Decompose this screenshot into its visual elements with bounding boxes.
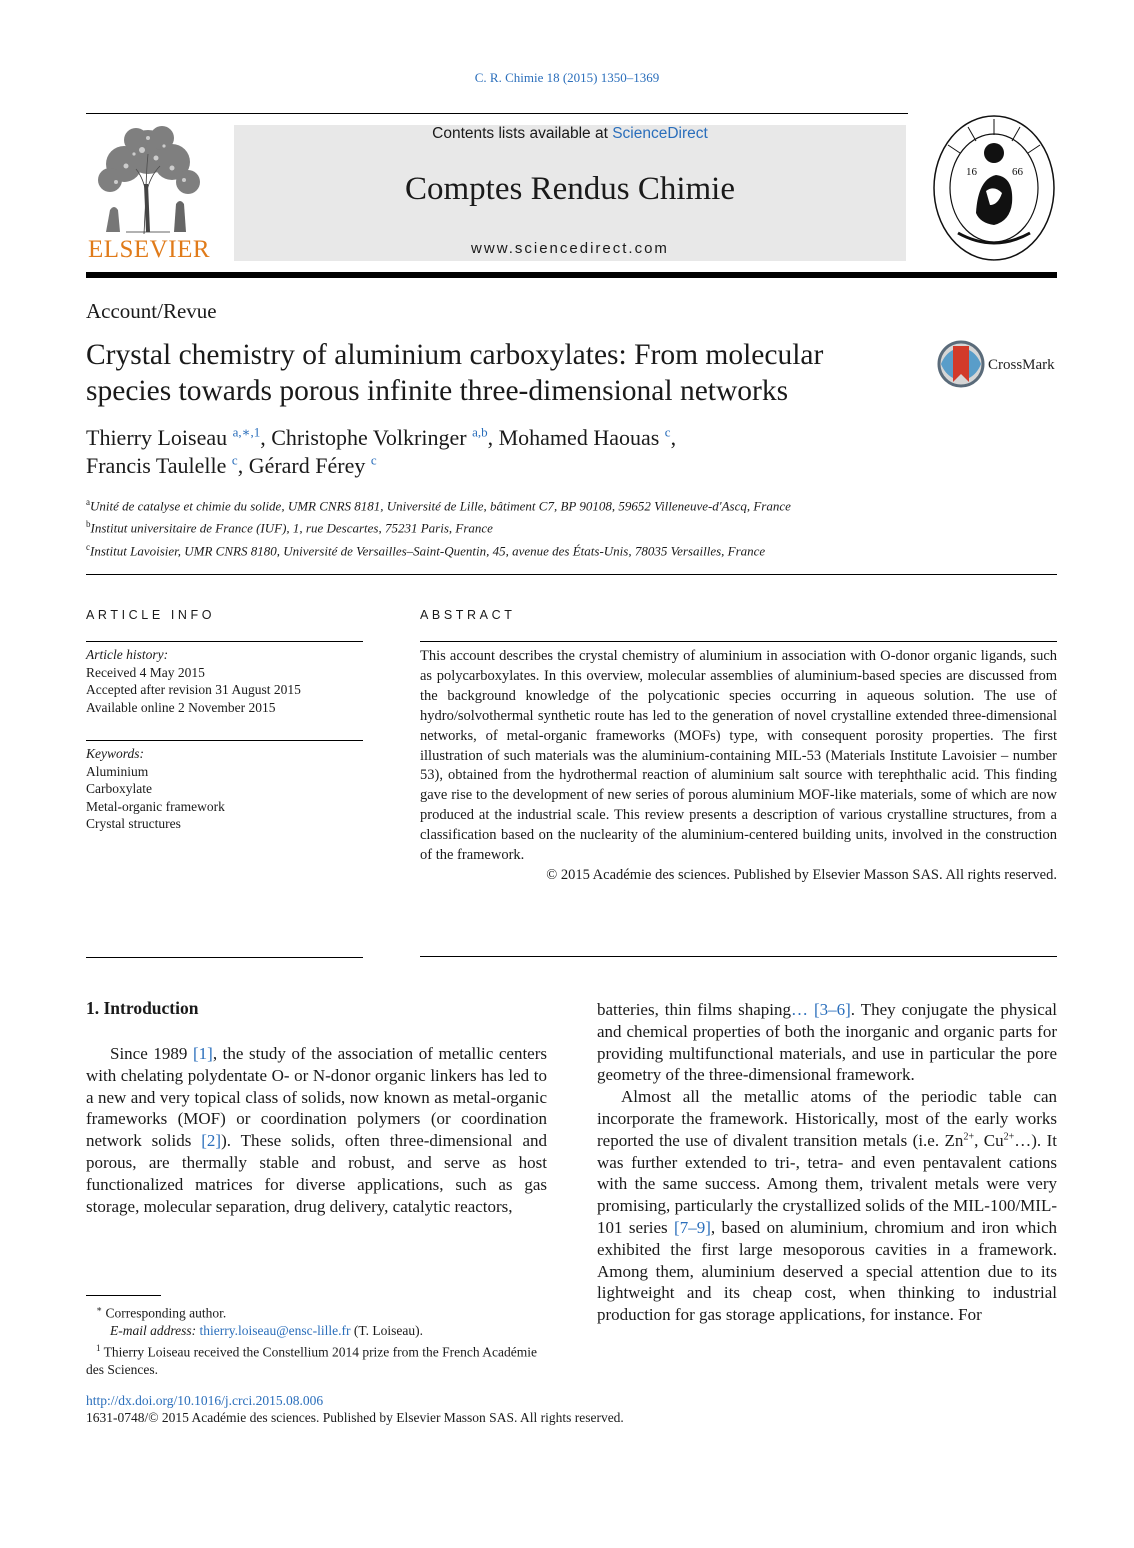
keywords-rule bbox=[86, 740, 363, 741]
history-item: Received 4 May 2015 bbox=[86, 664, 205, 680]
keywords-label: Keywords: bbox=[86, 746, 144, 761]
paragraph: Almost all the metallic atoms of the periodic table can incorporate the framework. Historically, most of the early works reported the use of divalent transition metals (i.e. $Zn^{2+}$, $Cu^{2+}\dots$). It was further extended to tri-, tetra- and even pentavalent cations with the same success. Among them, trivalent metals were very promising, particularly the crystallized solids of the MIL-100/MIL-101 series [7–9], based on aluminium, chromium and iron which exhibited the first large mesoporous cavities in a framework. Among them, aluminium deserved a special attention due to its lightweight and its cheap cost, when thinking to industrial production for gas storage applications, for instance. For bbox=[597, 1087, 1057, 1325]
affiliation: $^b$Institut universitaire de France (IUF), 1, rue Descartes, 75231 Paris, France bbox=[86, 519, 493, 536]
author-list bbox=[86, 424, 986, 480]
author-name: Gérard Férey bbox=[248, 453, 366, 478]
abstract-heading: ABSTRACT bbox=[420, 608, 516, 622]
abstract-text: This account describes the crystal chemistry of aluminium in association with O-donor organic ligands, such as polycarboxylates. In this overview, molecular assemblies of aluminium-based species are discussed from the background knowledge of the polycationic species occurring in aqueous solution. The use of hydro/solvothermal synthetic route has led to the generation of novel crystalline extended three-dimensional networks, of metal-organic frameworks (MOFs) type, with consequent porosity properties. The first illustration of such materials was the aluminium-containing MIL-53 (Materials Institute Lavoisier – number 53), obtained from the hydrothermal reaction of aluminium salt source with terephthalic acid. This finding gave rise to the development of new series of porous aluminium MOF-like materials, some of which are now produced at the industrial scale. This review presents a description of various crystalline structures, from a classification based on the nuclearity of the aluminium-centered building units, involved in the construction of the framework. bbox=[420, 648, 1057, 864]
info-rule bbox=[86, 641, 363, 642]
journal-title: Comptes Rendus Chimie bbox=[405, 171, 735, 207]
header-thick-rule bbox=[86, 272, 1057, 278]
title-line-2: species towards porous infinite three-dimensional networks bbox=[86, 375, 789, 407]
contents-line bbox=[234, 125, 906, 143]
affiliation: $^a$Unité de catalyse et chimie du solide, UMR CNRS 8181, Université de Lille, bâtiment C7, BP 90108, 59652 Villeneuve-d'Ascq, France bbox=[86, 497, 791, 514]
elsevier-tree-icon bbox=[86, 124, 212, 236]
paragraph: batteries, thin films shaping… [3–6]. They conjugate the physical and chemical properties of both the inorganic and organic parts for providing multifunctional materials, and use in particular the pore geometry of the three-dimensional framework. bbox=[597, 1000, 1058, 1085]
keywords bbox=[86, 745, 363, 833]
authors-line-1: Thierry Loiseau $^{a,∗,1}$, Christophe Volkringer $^{a,b}$, Mohamed Haouas $^c$, bbox=[86, 424, 677, 450]
contents-prefix: Contents lists available at bbox=[432, 125, 613, 142]
author-affil-link[interactable]: c bbox=[370, 452, 377, 468]
svg-text:16: 16 bbox=[966, 166, 977, 178]
seal-text: INSTITUT DE FRANCE · ACADEMIE DES SCIENCES · 1666 bbox=[980, 261, 1008, 262]
footnote: ∗ Corresponding author. bbox=[96, 1304, 227, 1321]
history-item: Accepted after revision 31 August 2015 bbox=[86, 682, 301, 697]
author-name: Thierry Loiseau bbox=[86, 425, 228, 450]
keyword: Metal-organic framework bbox=[86, 798, 225, 814]
issn-line: 1631-0748/© 2015 Académie des sciences. Published by Elsevier Masson SAS. All rights reserved. bbox=[86, 1410, 624, 1425]
affiliation: $^c$Institut Lavoisier, UMR CNRS 8180, Université de Versailles–Saint-Quentin, 45, avenue des États-Unis, 78035 Versailles, France bbox=[86, 541, 766, 558]
section-heading: 1. Introduction bbox=[86, 998, 199, 1018]
reference-link[interactable]: [3–6] bbox=[813, 1000, 851, 1019]
keyword: Aluminium bbox=[86, 763, 149, 779]
footnotes bbox=[86, 1301, 551, 1378]
title-line-1: Crystal chemistry of aluminium carboxylates: From molecular bbox=[86, 339, 824, 371]
author-affil-link[interactable]: c bbox=[664, 424, 671, 440]
affiliations bbox=[86, 493, 1066, 560]
elsevier-logo[interactable] bbox=[86, 124, 212, 264]
article-history bbox=[86, 646, 363, 716]
abstract-copyright: © 2015 Académie des sciences. Published by Elsevier Masson SAS. All rights reserved. bbox=[546, 866, 1057, 883]
keyword: Crystal structures bbox=[86, 816, 181, 831]
crossmark-label: CrossMark bbox=[988, 357, 1055, 373]
author-name: Francis Taulelle bbox=[86, 453, 227, 478]
elsevier-wordmark: ELSEVIER bbox=[87, 236, 211, 263]
academie-seal bbox=[928, 113, 1060, 263]
header-rule bbox=[86, 113, 908, 114]
crossmark-icon bbox=[937, 340, 985, 388]
abstract-rule bbox=[420, 641, 1057, 642]
authors-line-2: Francis Taulelle $^c$, Gérard Férey $^c$ bbox=[86, 452, 377, 478]
intro-column-left bbox=[86, 1043, 547, 1217]
doi-link[interactable]: http://dx.doi.org/10.1016/j.crci.2015.08.006 bbox=[86, 1393, 324, 1408]
footnote-rule bbox=[86, 1295, 161, 1296]
reference-link[interactable]: [2] bbox=[201, 1131, 222, 1151]
history-label: Article history: bbox=[86, 647, 169, 662]
journal-reference[interactable]: C. R. Chimie 18 (2015) 1350–1369 bbox=[474, 70, 660, 85]
info-bottom-rule bbox=[86, 957, 363, 958]
author-name: Christophe Volkringer bbox=[271, 425, 467, 450]
footnote: $^1$ Thierry Loiseau received the Constellium 2014 prize from the French Académie des Sciences. bbox=[86, 1342, 537, 1377]
reference-link[interactable]: [7–9] bbox=[674, 1217, 711, 1237]
keyword: Carboxylate bbox=[86, 781, 152, 796]
article-title bbox=[86, 337, 921, 409]
author-affil-link[interactable]: c bbox=[231, 452, 238, 468]
article-info-heading: ARTICLE INFO bbox=[86, 608, 216, 622]
section-type: Account/Revue bbox=[86, 299, 217, 323]
history-item: Available online 2 November 2015 bbox=[86, 699, 276, 715]
email-link[interactable]: thierry.loiseau@ensc-lille.fr bbox=[199, 1323, 351, 1338]
abstract-bottom-rule bbox=[420, 956, 1057, 957]
crossmark-button[interactable] bbox=[937, 340, 1061, 390]
author-name: Mohamed Haouas bbox=[498, 425, 660, 450]
author-affil-link[interactable]: a,b bbox=[472, 424, 488, 440]
author-affil-link[interactable]: a,∗,1 bbox=[232, 424, 261, 440]
paragraph: Since 1989 [1], the study of the association of metallic centers with chelating polydentate O- or N-donor organic linkers has led to a new and very topical class of solids, now known as metal-organic frameworks (MOF) or coordination polymers (or coordination network solids [2]). These solids, often three-dimensional and porous, are thermally stable and robust, and serve as host functionalized matrices for diverse applications, such as gas storage, molecular separation, drug delivery, catalytic reactors, bbox=[86, 1044, 547, 1216]
svg-text:66: 66 bbox=[1012, 166, 1023, 178]
academie-seal-icon bbox=[928, 113, 1060, 263]
abstract bbox=[420, 647, 1057, 886]
reference-link[interactable]: [1] bbox=[192, 1044, 213, 1063]
footnote: E-mail address: thierry.loiseau@ensc-lille.fr (T. Loiseau). bbox=[110, 1323, 423, 1338]
journal-url[interactable]: www.sciencedirect.com bbox=[471, 240, 669, 257]
section-rule bbox=[86, 574, 1057, 575]
intro-column-right bbox=[597, 999, 1057, 1326]
ellipsis: … bbox=[791, 1000, 814, 1019]
journal-header-box bbox=[234, 125, 906, 261]
sciencedirect-link[interactable]: ScienceDirect bbox=[612, 125, 708, 142]
